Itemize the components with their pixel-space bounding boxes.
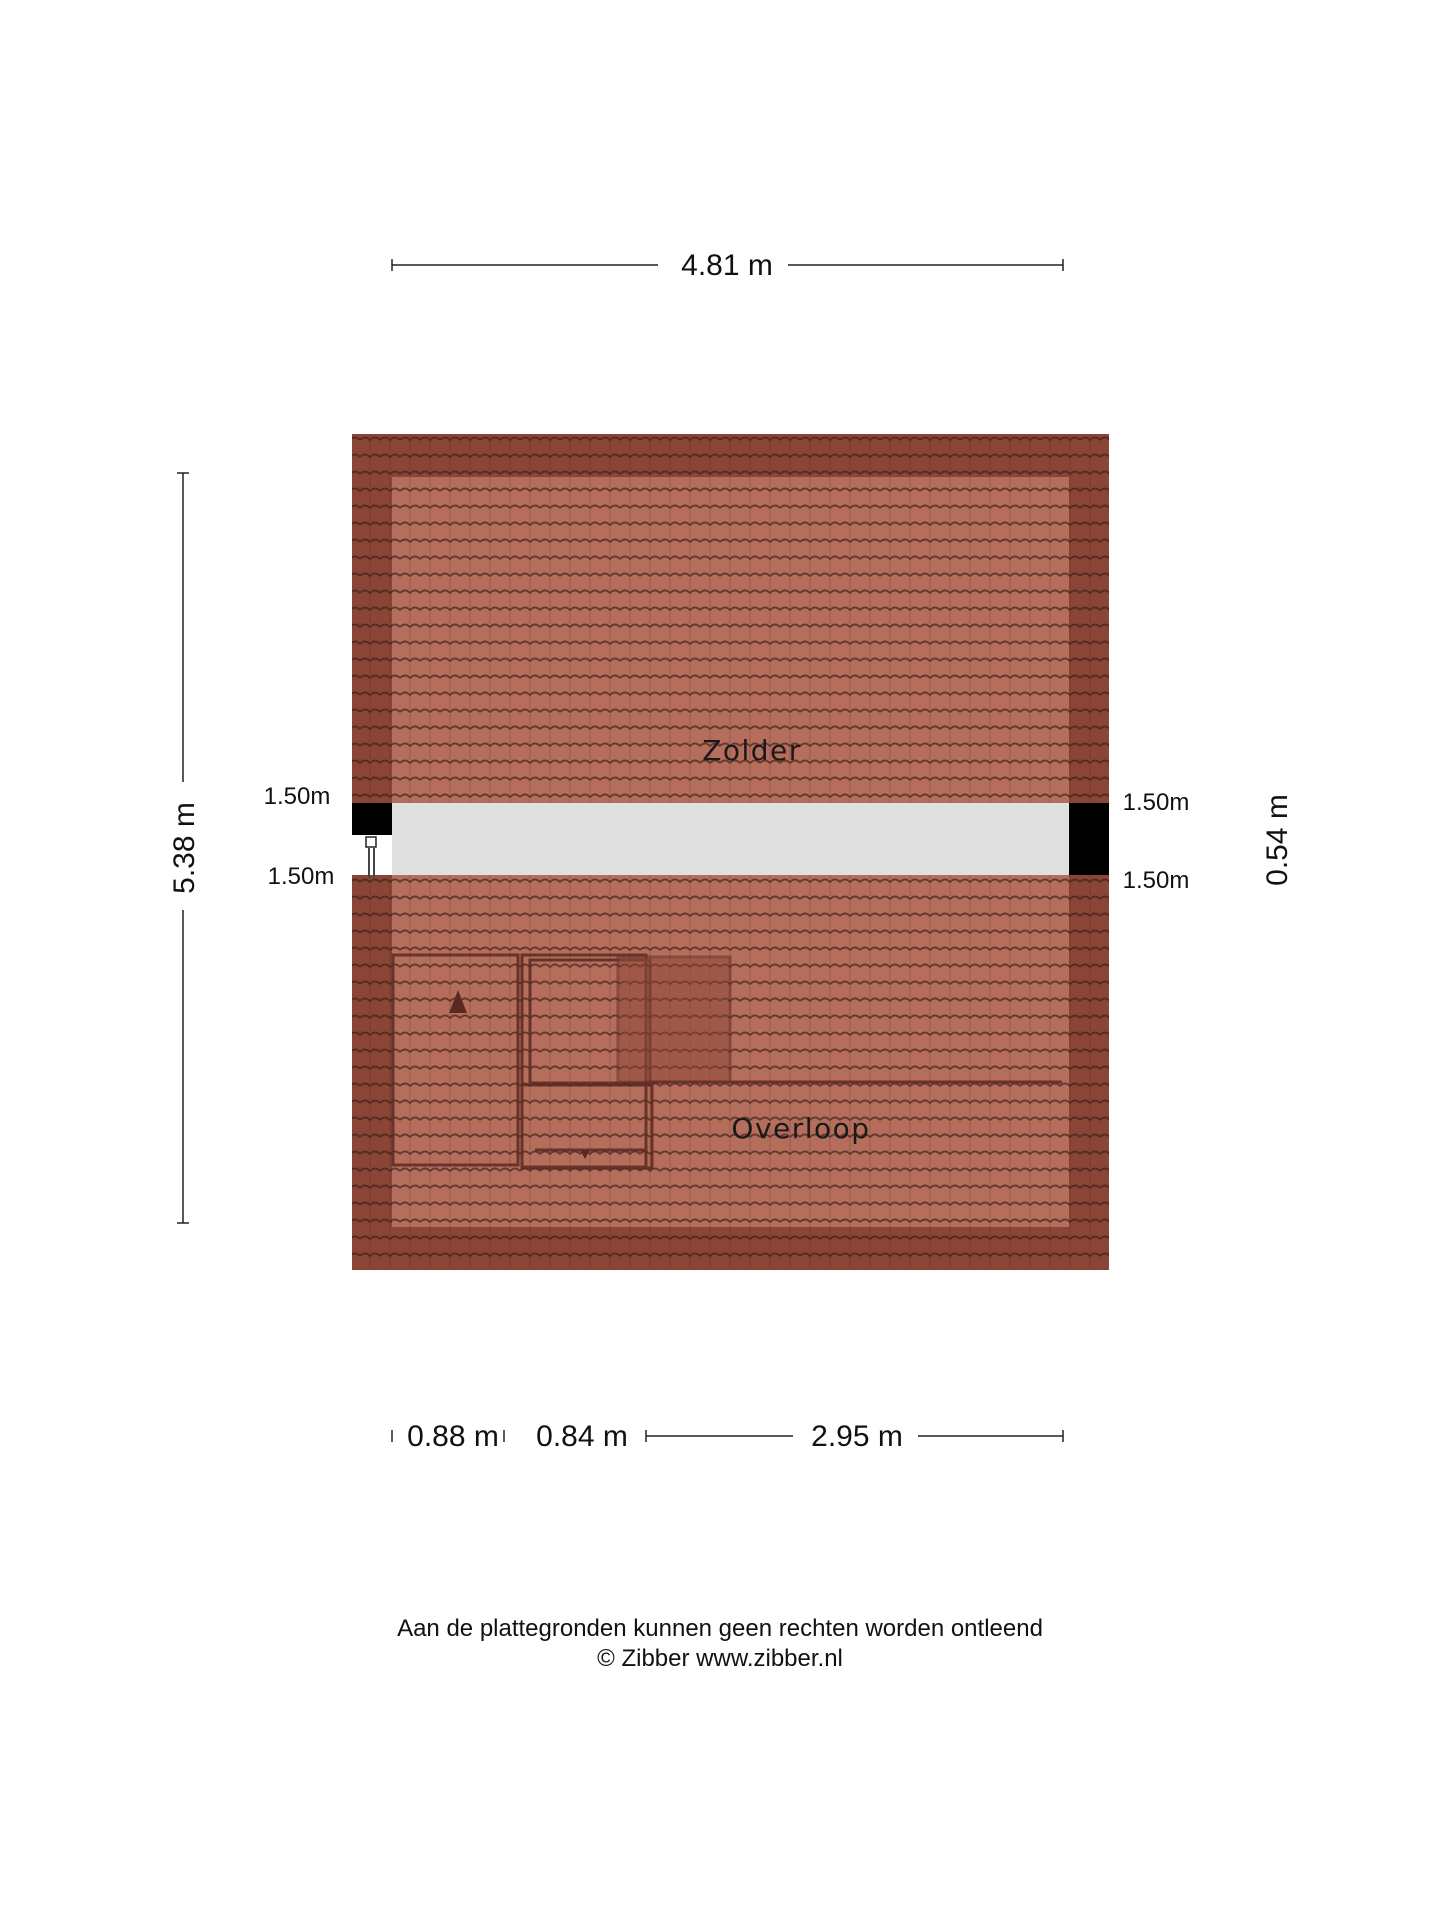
dimension-top [392,249,1063,282]
dimension-top-label: 4.81 m [681,249,773,282]
left-window [352,835,392,875]
dimension-left-label: 5.38 m [168,802,201,894]
left-lower-height: 1.50m [267,863,335,890]
dimension-bottom-1: 0.88 m [407,1420,499,1453]
dimension-bottom [392,1420,1063,1453]
dimension-right-label: 0.54 m [1261,794,1294,886]
room-label-landing: Overloop [731,1112,871,1145]
chimney [1069,803,1109,875]
dimension-left [168,473,201,1223]
right-upper-height: 1.50m [1122,789,1190,816]
room-label-attic: Zolder [702,734,802,767]
disclaimer-text: Aan de plattegronden kunnen geen rechten worden ontleend [397,1615,1043,1642]
left-wall-block [352,803,392,835]
right-lower-height: 1.50m [1122,867,1190,894]
footer [0,1614,1440,1674]
dimension-bottom-2: 0.84 m [536,1420,628,1453]
copyright-text: © Zibber www.zibber.nl [597,1645,843,1672]
dimension-bottom-3: 2.95 m [811,1420,903,1453]
attic-opening [392,803,1069,875]
left-upper-height: 1.50m [263,783,331,810]
